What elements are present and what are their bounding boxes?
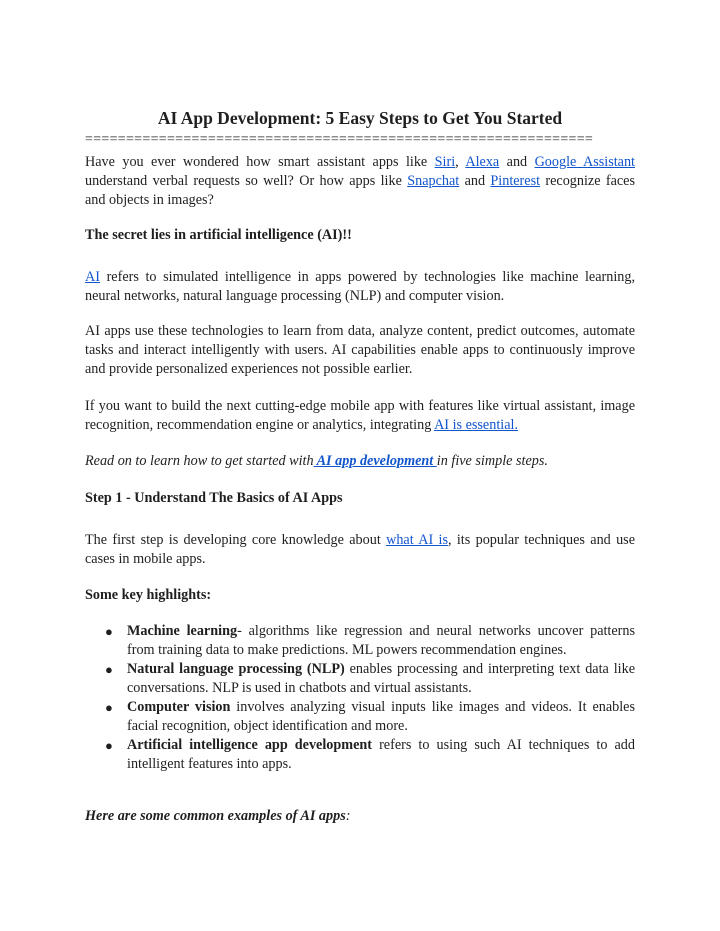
list-item [85, 622, 635, 660]
intro-paragraph [85, 153, 635, 210]
ai-essential-link[interactable]: AI is essential. [434, 417, 518, 433]
examples-heading [85, 807, 635, 826]
intro-text-6: recognize faces and objects in images? [85, 173, 635, 208]
list-item [85, 660, 635, 698]
highlight-term: Computer vision [127, 699, 231, 715]
ai-apps-paragraph: AI apps use these technologies to learn from data, analyze content, predict outcomes, automate tasks and interact intelligently with users. AI capabilities enable apps to continuously improve and provide personalized experiences not possible earlier. [85, 323, 635, 377]
siri-link[interactable]: Siri [434, 154, 456, 170]
intro-text-1: Have you ever wondered how smart assistant apps like [85, 154, 435, 170]
pinterest-link[interactable]: Pinterest [490, 173, 541, 189]
highlight-text: involves analyzing visual inputs like images and videos. It enables facial recognition, object identification and more. [127, 699, 635, 734]
build-paragraph [85, 397, 635, 435]
read-on-text-2: in five simple steps. [436, 453, 548, 469]
bullet-icon: ● [105, 700, 113, 715]
highlight-text: enables processing and interpreting text data like conversations. NLP is used in chatbots and virtual assistants. [127, 661, 635, 696]
what-ai-is-link[interactable]: what AI is [386, 532, 448, 548]
intro-text-5: and [459, 173, 491, 189]
read-on-text-1: Read on to learn how to get started with [85, 453, 314, 469]
snapchat-link[interactable]: Snapchat [407, 173, 460, 189]
build-text: If you want to build the next cutting-edge mobile app with features like virtual assistant, image recognition, recommendation engine or analytics, integrating [85, 398, 635, 433]
secret-heading: The secret lies in artificial intelligence (AI)!! [85, 227, 352, 243]
highlight-term: Natural language processing (NLP) [127, 661, 345, 677]
highlights-heading: Some key highlights: [85, 587, 212, 603]
bullet-icon: ● [105, 662, 113, 677]
divider-rule: ============================================================== [85, 133, 594, 147]
highlight-term: Machine learning [127, 623, 238, 639]
list-item [85, 736, 635, 774]
page-title: AI App Development: 5 Easy Steps to Get You Started [157, 108, 563, 128]
alexa-link[interactable]: Alexa [465, 154, 500, 170]
step1-paragraph [85, 531, 635, 569]
intro-text-4: understand verbal requests so well? Or how apps like [85, 173, 408, 189]
step1-text-1: The first step is developing core knowledge about [85, 532, 387, 548]
ai-definition-text: refers to simulated intelligence in apps powered by technologies like machine learning, neural networks, natural language processing (NLP) and computer vision. [85, 269, 635, 304]
ai-definition-paragraph [85, 268, 635, 306]
read-on-paragraph [85, 452, 635, 471]
step1-text-2: , its popular techniques and use cases in mobile apps. [85, 532, 635, 567]
highlight-term: Artificial intelligence app development [127, 737, 373, 753]
highlights-list [85, 622, 635, 774]
google-assistant-link[interactable]: Google Assistant [534, 154, 635, 170]
highlight-text: refers to using such AI techniques to add intelligent features into apps. [127, 737, 635, 772]
bullet-icon: ● [105, 738, 113, 753]
examples-heading-colon: : [345, 808, 351, 824]
step1-heading: Step 1 - Understand The Basics of AI Apps [85, 490, 343, 506]
ai-link[interactable]: AI [85, 269, 100, 285]
list-item [85, 698, 635, 736]
highlight-text: - algorithms like regression and neural networks uncover patterns from training data to make predictions. ML powers recommendation engines. [127, 623, 636, 658]
examples-heading-text: Here are some common examples of AI apps [85, 808, 346, 824]
ai-app-development-link[interactable]: AI app development [313, 453, 437, 469]
bullet-icon: ● [105, 624, 113, 639]
intro-text-3: and [499, 154, 535, 170]
intro-text-2: , [455, 154, 466, 170]
